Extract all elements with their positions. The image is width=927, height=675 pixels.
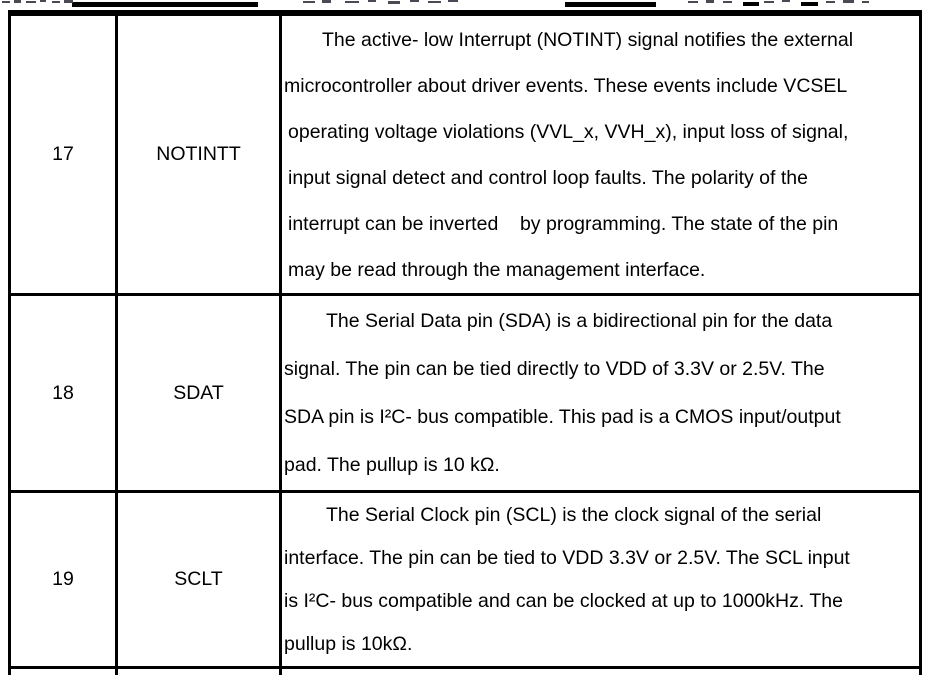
description-line: interrupt can be inverted by programming. The state of the pin xyxy=(288,212,839,235)
pin-number-cell xyxy=(11,669,118,675)
cropped-text-fragment xyxy=(448,0,458,2)
cropped-text-fragment xyxy=(410,0,419,2)
description-line: pad. The pullup is 10 kΩ. xyxy=(284,454,500,476)
cropped-text-fragment xyxy=(303,1,315,3)
cropped-text-fragment xyxy=(52,1,60,3)
pin-name-cell xyxy=(118,669,282,675)
pin-description-cell xyxy=(282,493,913,666)
cropped-text-fragment xyxy=(368,0,376,2)
pin-name-cell xyxy=(118,493,282,666)
cropped-text-fragment xyxy=(2,1,10,3)
cropped-text-fragment xyxy=(862,1,869,3)
cropped-text-fragment xyxy=(764,1,774,3)
table-row xyxy=(11,296,919,493)
description-line: The Serial Clock pin (SCL) is the clock signal of the serial xyxy=(326,503,822,526)
cropped-text-fragment xyxy=(14,0,21,3)
pin-name: SDAT xyxy=(173,381,224,404)
cropped-text-fragment xyxy=(388,1,400,4)
cropped-text-fragment xyxy=(688,1,698,3)
cropped-text-fragment xyxy=(40,0,46,2)
cropped-underline-fragment xyxy=(801,2,818,6)
table-row-partial xyxy=(11,669,919,675)
cropped-text-fragment xyxy=(322,0,331,3)
cropped-text-fragment xyxy=(26,1,36,3)
pin-name-cell xyxy=(118,16,282,293)
description-line: is I²C- bus compatible and can be clocked at up to 1000kHz. The xyxy=(284,589,843,612)
description-line: may be read through the management interface. xyxy=(288,258,706,281)
pin-number: 17 xyxy=(52,143,74,165)
description-line: The Serial Data pin (SDA) is a bidirectional pin for the data xyxy=(326,310,833,332)
cropped-underline-fragment xyxy=(565,2,656,7)
pin-description-cell xyxy=(282,296,913,490)
cropped-text-fragment xyxy=(345,1,359,3)
table-row xyxy=(11,493,919,669)
pin-description-table xyxy=(8,10,922,675)
cropped-text-fragment xyxy=(723,1,732,3)
pin-name: SCLT xyxy=(174,568,223,590)
pin-description-cell xyxy=(282,16,913,293)
cropped-text-fragment xyxy=(782,0,790,2)
cropped-text-fragment xyxy=(706,0,714,3)
pin-number: 19 xyxy=(52,568,74,590)
cropped-underline-fragment xyxy=(72,2,258,7)
pin-number-cell xyxy=(11,493,118,666)
cropped-text-fragment xyxy=(64,0,73,3)
pin-number: 18 xyxy=(52,381,74,404)
description-line: input signal detect and control loop faults. The polarity of the xyxy=(288,166,808,189)
pin-name-cell xyxy=(118,296,282,490)
description-line: interface. The pin can be tied to VDD 3.3V or 2.5V. The SCL input xyxy=(284,546,850,569)
pin-name: NOTINTT xyxy=(156,143,241,165)
table-row xyxy=(11,16,919,296)
description-line: microcontroller about driver events. These events include VCSEL xyxy=(284,74,848,97)
description-line: SDA pin is I²C- bus compatible. This pad is a CMOS input/output xyxy=(284,406,841,428)
cropped-text-fragment xyxy=(843,0,854,3)
cropped-underline-fragment xyxy=(743,2,759,6)
description-line: operating voltage violations (VVL_x, VVH_x), input loss of signal, xyxy=(288,120,849,143)
description-line: pullup is 10kΩ. xyxy=(284,632,413,655)
description-line: signal. The pin can be tied directly to VDD of 3.3V or 2.5V. The xyxy=(284,358,825,380)
cropped-text-fragment xyxy=(826,1,835,3)
cropped-text-fragment xyxy=(428,1,441,3)
pin-number-cell xyxy=(11,16,118,293)
pin-description-cell xyxy=(282,669,913,675)
description-line: The active- low Interrupt (NOTINT) signal notifies the external xyxy=(322,28,854,51)
pin-number-cell xyxy=(11,296,118,490)
